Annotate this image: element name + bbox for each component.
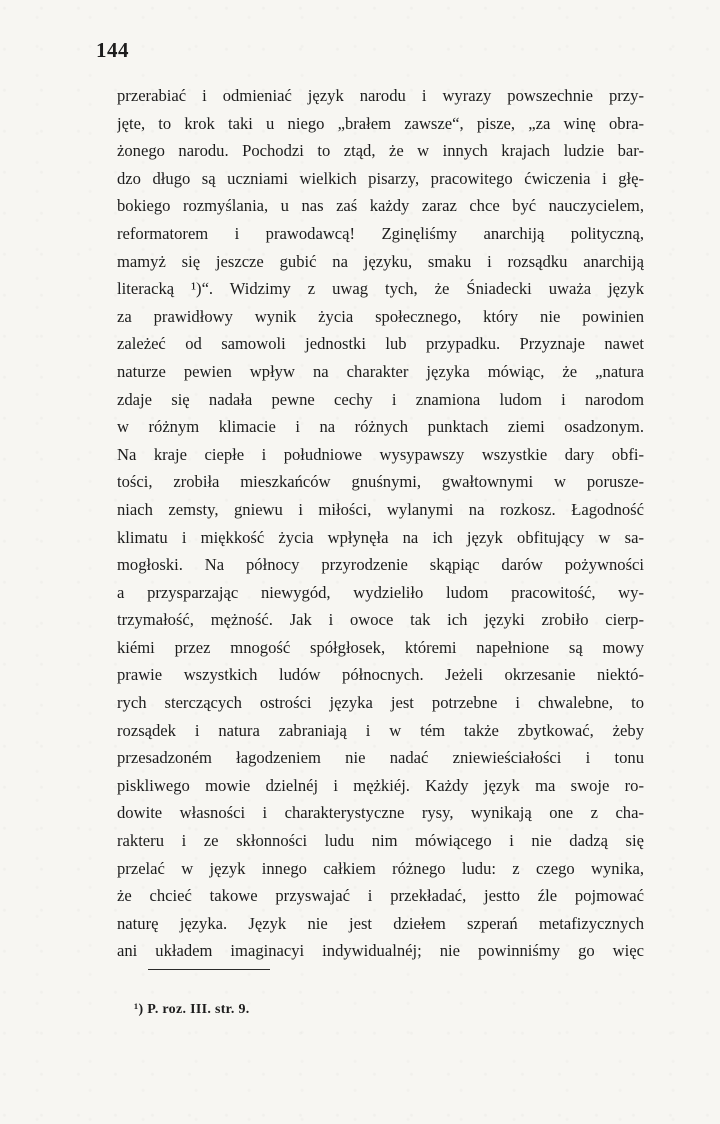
text-line: kiémi przez mnogość spółgłosek, któremi napełnione są mowy xyxy=(117,637,644,657)
footnote: ¹) P. roz. III. str. 9. xyxy=(134,1002,250,1017)
text-line: przesadzoném łagodzeniem nie nadać zniewieściałości i tonu xyxy=(117,748,644,768)
text-line: trzymałość, mężność. Jak i owoce tak ich języki zrobiło cierp- xyxy=(117,610,644,630)
text-line: że chcieć takowe przyswajać i przekładać, jestto źle pojmować xyxy=(117,886,644,906)
text-line: zdaje się nadała pewne cechy i znamiona ludom i narodom xyxy=(117,389,644,409)
text-line: ani układem imaginacyi indywidualnéj; nie powinniśmy go więc xyxy=(117,941,644,961)
footnote-divider xyxy=(148,969,270,970)
text-line: mamyż się jeszcze gubić na języku, smaku i rozsądku anarchiją xyxy=(117,251,644,271)
page-number: 144 xyxy=(96,38,129,62)
text-line: mogłoski. Na północy przyrodzenie skąpiąc darów pożywności xyxy=(117,555,644,575)
text-line: jęte, to krok taki u niego „brałem zawsze“, pisze, „za winę obra- xyxy=(117,113,644,133)
text-line: tości, zrobiła mieszkańców gnuśnymi, gwałtownymi w porusze- xyxy=(117,472,644,492)
text-line: zależeć od samowoli jednostki lub przypadku. Przyznaje nawet xyxy=(117,334,644,354)
text-line: w różnym klimacie i na różnych punktach ziemi osadzonym. xyxy=(117,417,644,437)
text-line: prawie wszystkich ludów północnych. Jeżeli okrzesanie niektó- xyxy=(117,665,644,685)
text-line: literacką ¹)“. Widzimy z uwag tych, że Śniadecki uważa język xyxy=(117,279,644,299)
text-line: przerabiać i odmieniać język narodu i wyrazy powszechnie przy- xyxy=(117,86,644,105)
text-line: a przysparzając niewygód, wydzieliło ludom pracowitość, wy- xyxy=(117,582,644,602)
text-line: dzo długo są uczniami wielkich pisarzy, pracowitego ćwiczenia i głę- xyxy=(117,168,644,188)
text-line: żonego narodu. Pochodzi to ztąd, że w innych krajach ludzie bar- xyxy=(117,141,644,161)
text-line: Na kraje ciepłe i południowe wysypawszy wszystkie dary obfi- xyxy=(117,444,644,464)
text-line: klimatu i miękkość życia wpłynęła na ich język obfitujący w sa- xyxy=(117,527,644,547)
text-line: za prawidłowy wynik życia społecznego, który nie powinien xyxy=(117,306,644,326)
text-line: piskliwego mowie dzielnéj i mężkiéj. Każdy język ma swoje ro- xyxy=(117,775,644,795)
text-line: reformatorem i prawodawcą! Zginęliśmy anarchiją polityczną, xyxy=(117,223,644,243)
text-line: rakteru i ze skłonności ludu nim mówiącego i nie dadzą się xyxy=(117,831,644,851)
text-line: bokiego rozmyślania, u nas zaś każdy zaraz chce być nauczycielem, xyxy=(117,196,644,216)
text-line: przelać w język innego całkiem różnego ludu: z czego wynika, xyxy=(117,858,644,878)
text-line: niach zemsty, gniewu i miłości, wylanymi na rozkosz. Łagodność xyxy=(117,499,644,519)
text-line: naturę języka. Język nie jest dziełem szperań metafizycznych xyxy=(117,913,644,933)
text-line: dowite własności i charakterystyczne rysy, wynikają one z cha- xyxy=(117,803,644,823)
text-line: naturze pewien wpływ na charakter języka mówiąc, że „natura xyxy=(117,361,644,381)
body-text xyxy=(117,82,644,965)
text-line: rych sterczących ostrości języka jest potrzebne i chwalebne, to xyxy=(117,693,644,713)
text-line: rozsądek i natura zabraniają i w tém także zbytkować, żeby xyxy=(117,720,644,740)
